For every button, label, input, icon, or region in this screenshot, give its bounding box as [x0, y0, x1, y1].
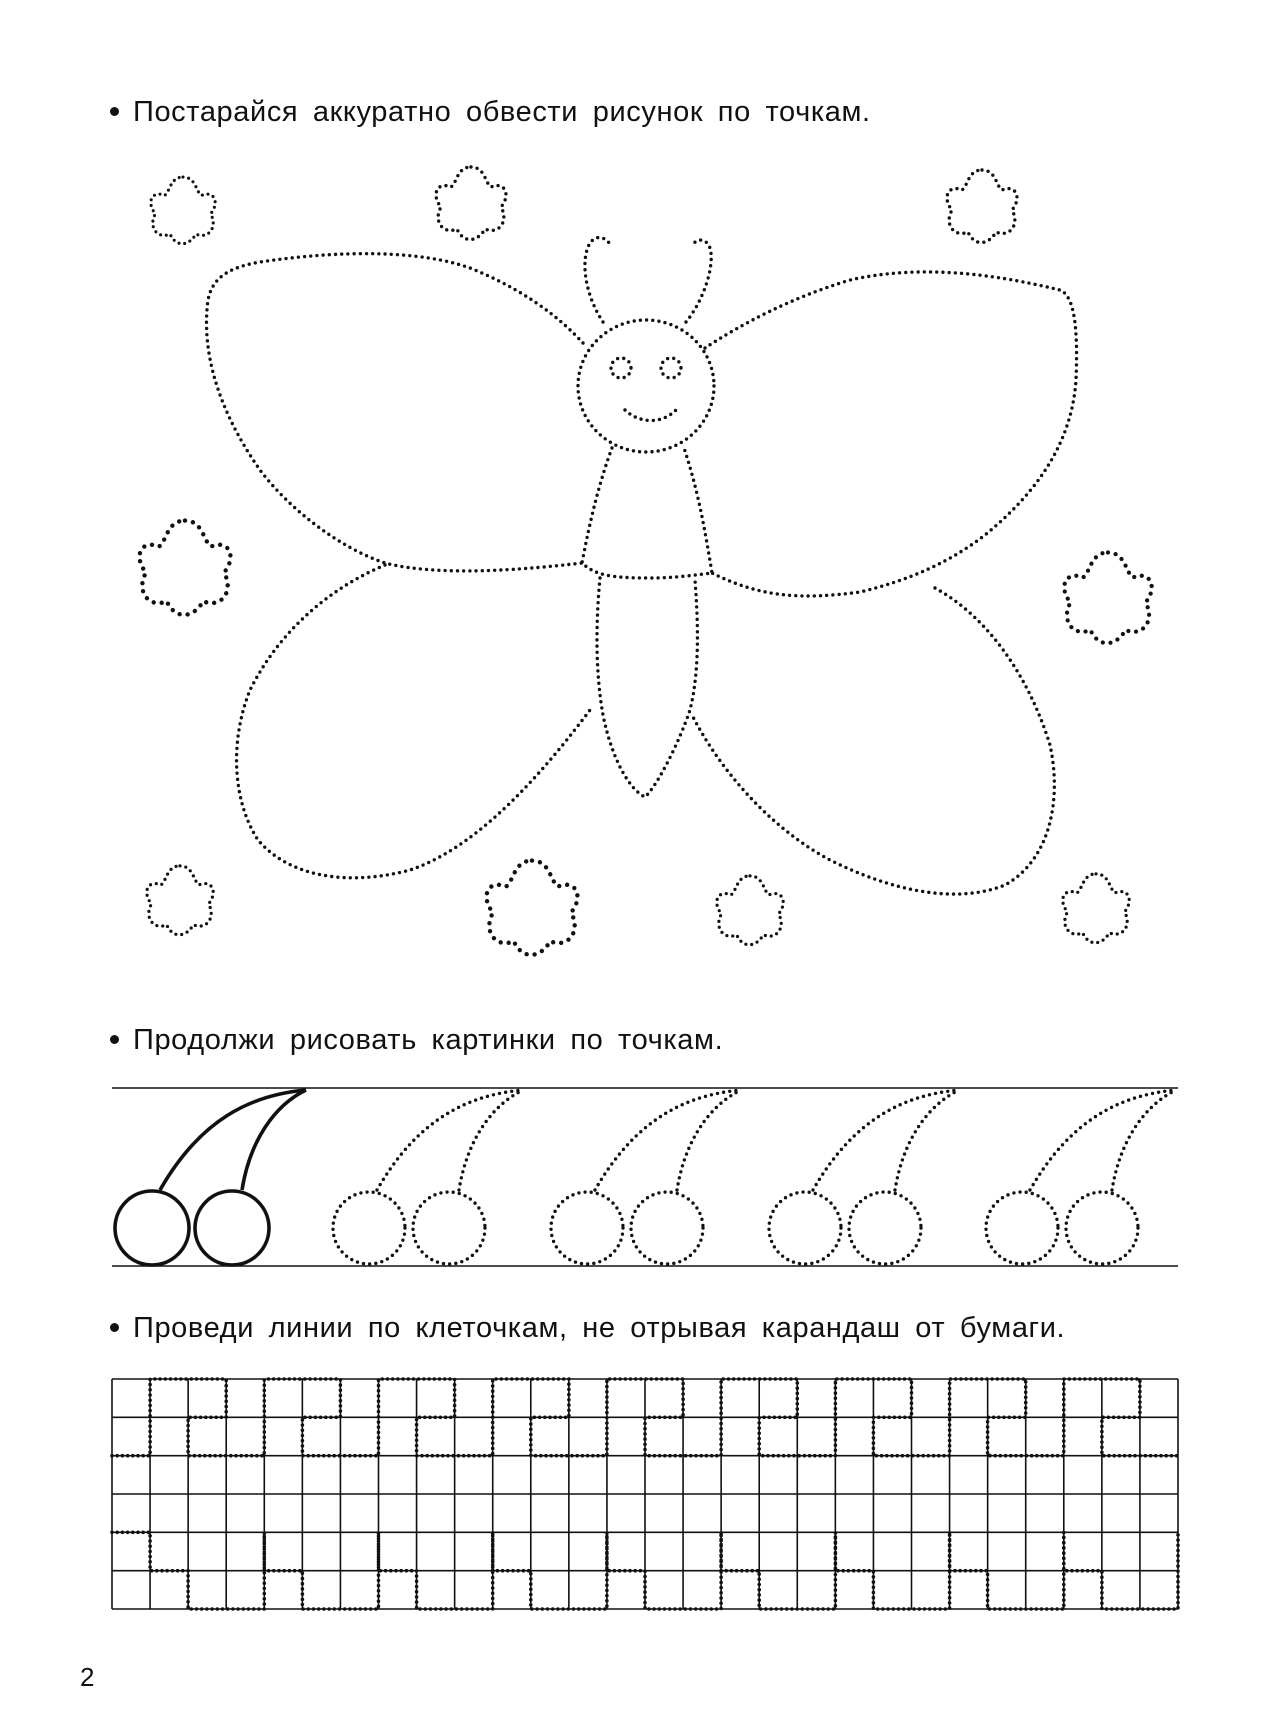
- cherry-icon: [551, 1090, 741, 1264]
- flower-icon: [1064, 553, 1151, 644]
- lower-right-wing: [692, 588, 1054, 894]
- butterfly-illustration: [207, 237, 1077, 894]
- butterfly-abdomen: [597, 578, 697, 797]
- cherry-icon: [769, 1090, 959, 1264]
- flower-icon: [151, 177, 215, 244]
- bullet-dot-icon: [110, 1323, 119, 1332]
- flower-icon: [1063, 874, 1129, 943]
- butterfly-head: [578, 320, 714, 452]
- lower-left-wing: [237, 565, 590, 878]
- flower-icon: [140, 521, 231, 615]
- upper-right-wing: [705, 272, 1077, 596]
- instruction-text: Проведи линии по клеточкам, не отрывая карандаш от бумаги.: [133, 1312, 1066, 1344]
- flower-icon: [487, 861, 578, 955]
- bullet-dot-icon: [110, 1035, 119, 1044]
- flowers: [140, 167, 1152, 955]
- instruction-draw-lines: [110, 1312, 1065, 1345]
- flower-icon: [947, 170, 1017, 243]
- butterfly-thorax: [582, 448, 712, 578]
- right-eye: [661, 358, 681, 378]
- cherry-icon: [115, 1090, 306, 1265]
- cherry-tracing-area: [0, 1080, 1270, 1280]
- flower-icon: [436, 167, 506, 240]
- instruction-trace-picture: [110, 96, 871, 129]
- left-antenna: [585, 237, 610, 322]
- cherry-icon: [986, 1090, 1176, 1264]
- flower-icon: [717, 876, 783, 945]
- left-eye: [611, 358, 631, 378]
- bullet-dot-icon: [110, 107, 119, 116]
- grid-lines: [112, 1379, 1178, 1609]
- instruction-text: Постарайся аккуратно обвести рисунок по точкам.: [133, 96, 871, 128]
- grid-tracing-area: [0, 1370, 1270, 1630]
- butterfly-tracing-area: [0, 150, 1270, 970]
- smile: [625, 410, 676, 421]
- page-number: 2: [80, 1662, 95, 1692]
- upper-left-wing: [207, 254, 583, 571]
- instruction-text: Продолжи рисовать картинки по точкам.: [133, 1024, 724, 1056]
- instruction-continue-drawing: [110, 1024, 723, 1057]
- flower-icon: [147, 866, 213, 935]
- right-antenna: [686, 240, 711, 322]
- cherry-icon: [333, 1090, 523, 1264]
